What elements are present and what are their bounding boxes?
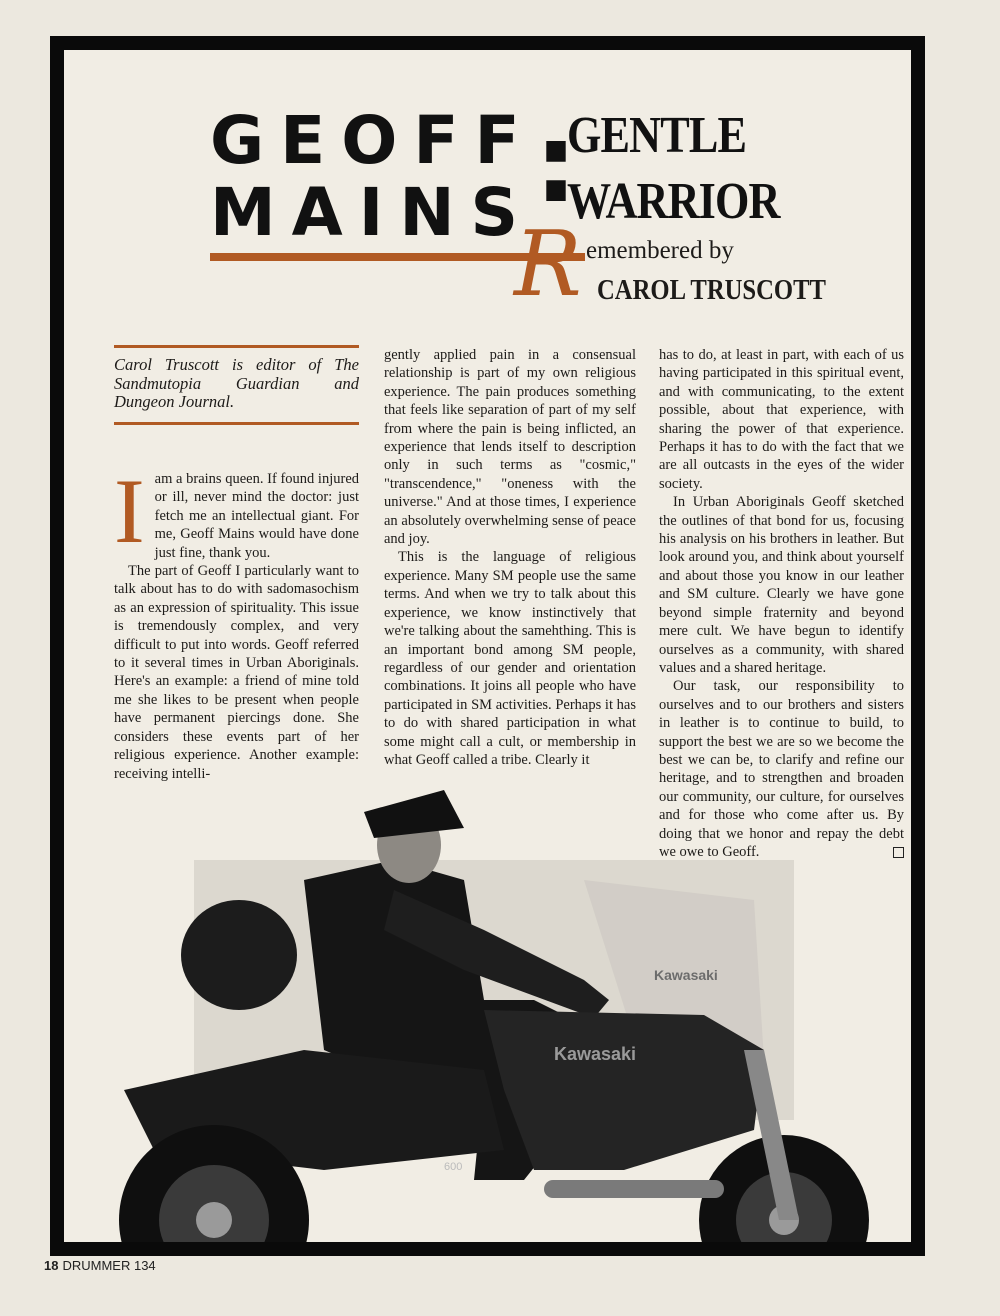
title-mains: MAINS xyxy=(210,174,535,251)
rider-cap xyxy=(364,790,464,838)
paragraph: The part of Geoff I particularly want to talk about has to do with sadomasochism as an expression of spirituality. This issue is tremendously complex, and very difficult to put into words. Geoff referred to it several times in Urban Aboriginals. Here's an example: a friend of mine told me she likes to be present when people have permanent piercings done. She considers these events part of her religious experience. Another example: receiving intelli- xyxy=(114,563,359,782)
paragraph: am a brains queen. If found injured or ill, never mind the doctor: just fetch me an intellectual giant. For me, Geoff Mains would have done just fine, thank you. xyxy=(154,471,359,561)
author-bio: Carol Truscott is editor of The Sandmutopia Guardian and Dungeon Journal. xyxy=(114,355,359,411)
fuel-tank xyxy=(484,1010,764,1170)
byline-text: emembered by xyxy=(586,237,734,264)
helmet xyxy=(181,900,297,1010)
drop-cap: I xyxy=(114,460,145,562)
motorcycle-photo xyxy=(64,750,911,1256)
bio-rule-bottom xyxy=(114,422,359,425)
bio-rule-top xyxy=(114,345,359,348)
paragraph: has to do, at least in part, with each of us having participated in this spiritual event, and with communicating, to the extent possible, about that experience, with sharing the power of that experience. Perhaps it has to do with the fact that we are all outcasts in the eyes of the wider society. xyxy=(659,347,904,492)
tank-brand: Kawasaki xyxy=(554,1044,637,1064)
byline-author: CAROL TRUSCOTT xyxy=(597,274,826,306)
title-colon: : xyxy=(534,99,578,227)
column-1 xyxy=(114,460,359,783)
paragraph: In Urban Aboriginals Geoff sketched the outlines of that bond for us, focusing his analysis on his brothers in leather. But look around you, and think about yourself and about those you know in our leather and SM culture. Clearly we have gone beyond simple fraternity and beyond mere cult. We have begun to identify ourselves as a community, with shared values and a shared heritage. xyxy=(659,494,904,676)
windshield-brand: Kawasaki xyxy=(654,967,718,983)
page-frame xyxy=(50,36,925,1256)
title-geoff: GEOFF xyxy=(210,102,536,179)
model-number: 600 xyxy=(444,1161,463,1173)
title-warrior: WARRIOR xyxy=(567,173,780,230)
column-2 xyxy=(384,346,636,769)
paragraph: This is the language of religious experience. Many SM people use the same terms. And when we try to talk about this experience, we know instinctively that we're talking about the samehthing. This is an important bond among SM people, regardless of our gender and orientation combinations. It joins all people who have participated in SM activities. Perhaps it has to do with shared participation in what some might call a cult, or membership in what Geoff called a tribe. Clearly it xyxy=(384,549,636,768)
title-gentle: GENTLE xyxy=(567,107,747,164)
closing-text: Our task, our responsibility to ourselves and to our brothers and sisters in leather is to continue to build, to support the best we are so we become the best we can be, to clarify and refine our heritage, and to strengthen and broaden our community, our culture, for ourselves and for those who come after us. By doing that we honor and repay the debt we owe to Geoff. xyxy=(659,678,904,860)
exhaust-pipe xyxy=(544,1180,724,1198)
page-number: 18 xyxy=(44,1258,59,1273)
magazine-name: DRUMMER 134 xyxy=(62,1258,156,1273)
byline-initial: R xyxy=(514,212,582,317)
page-folio xyxy=(44,1258,156,1273)
paragraph: gently applied pain in a consensual relationship is part of my own religious experience. The pain produces something that feels like separation of part of my self from where the pain is being inflicted, an experience that lends itself to description only in such terms as "cosmic," "transcendence," "oneness with the universe." And at those times, I experience an absolutely overwhelming sense of peace and joy. xyxy=(384,347,636,548)
